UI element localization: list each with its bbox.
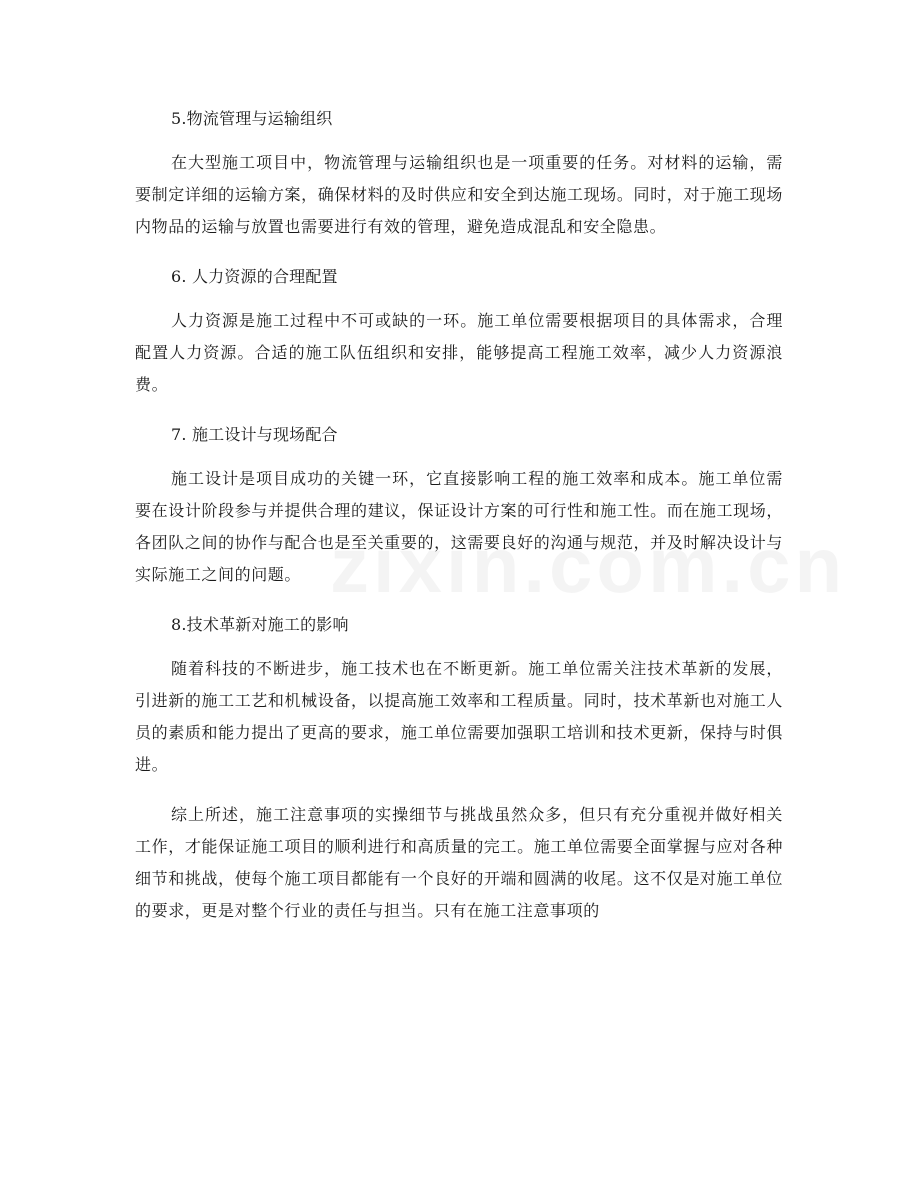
section-heading-human-resources: 6. 人力资源的合理配置	[171, 267, 338, 286]
document-body	[135, 103, 783, 945]
section-heading-tech-innovation: 8.技术革新对施工的影响	[171, 615, 349, 634]
section-paragraph-logistics: 在大型施工项目中，物流管理与运输组织也是一项重要的任务。对材料的运输，需要制定详细的运输方案，确保材料的及时供应和安全到达施工现场。同时，对于施工现场内物品的运输与放置也需要进行有效的管理，避免造成混乱和安全隐患。	[135, 153, 783, 236]
section-paragraph-human-resources: 人力资源是施工过程中不可或缺的一环。施工单位需要根据项目的具体需求，合理配置人力资源。合适的施工队伍组织和安排，能够提高工程施工效率，减少人力资源浪费。	[135, 311, 783, 394]
section-paragraph-design-coordination: 施工设计是项目成功的关键一环，它直接影响工程的施工效率和成本。施工单位需要在设计阶段参与并提供合理的建议，保证设计方案的可行性和施工性。而在施工现场，各团队之间的协作与配合也是至关重要的，这需要良好的沟通与规范，并及时解决设计与实际施工之间的问题。	[135, 469, 783, 584]
section-heading-design-coordination: 7. 施工设计与现场配合	[171, 425, 338, 444]
conclusion-paragraph: 综上所述，施工注意事项的实操细节与挑战虽然众多，但只有充分重视并做好相关工作，才能保证施工项目的顺利进行和高质量的完工。施工单位需要全面掌握与应对各种细节和挑战，使每个施工项目都能有一个良好的开端和圆满的收尾。这不仅是对施工单位的要求，更是对整个行业的责任与担当。只有在施工注意事项的	[135, 805, 783, 920]
section-heading-logistics: 5.物流管理与运输组织	[171, 109, 333, 128]
section-paragraph-tech-innovation: 随着科技的不断进步，施工技术也在不断更新。施工单位需关注技术革新的发展，引进新的施工工艺和机械设备，以提高施工效率和工程质量。同时，技术革新也对施工人员的素质和能力提出了更高的要求，施工单位需要加强职工培训和技术更新，保持与时俱进。	[135, 659, 783, 774]
